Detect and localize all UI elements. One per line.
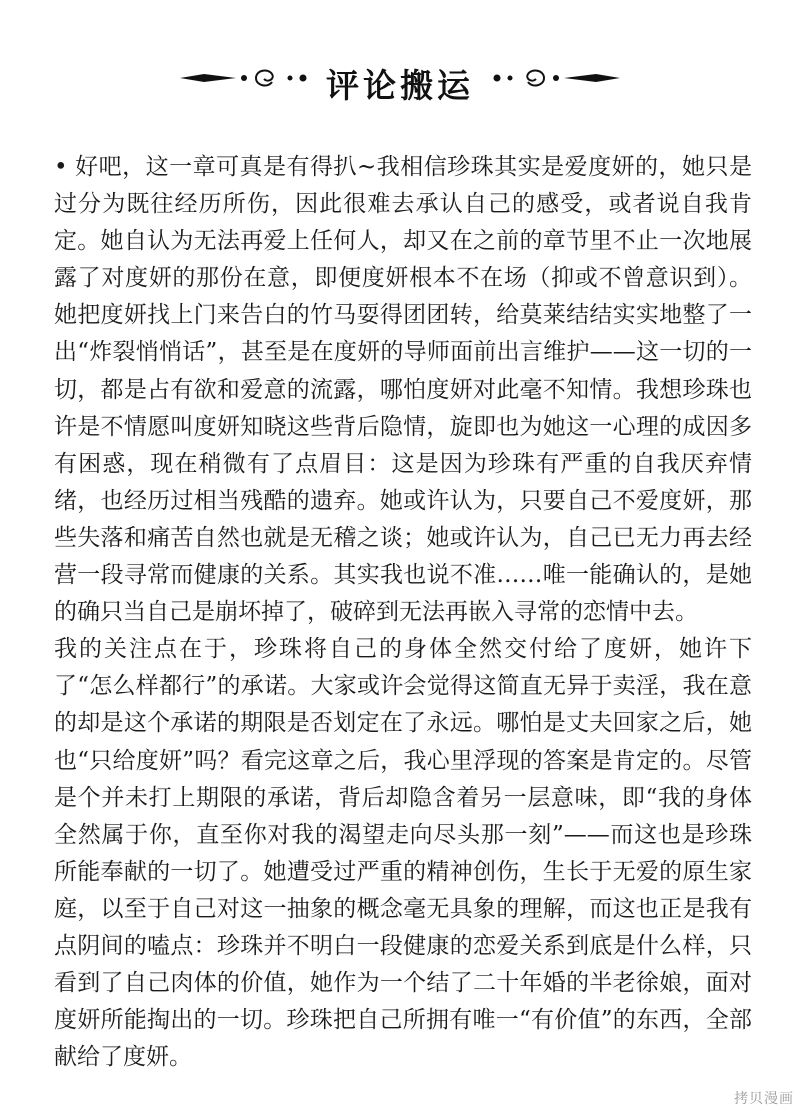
paragraph-1-text: 好吧，这一章可真是有得扒~我相信珍珠其实是爱度妍的，她只是过分为既往经历所伤，因此很难去承认自己的感受，或者说自我肯定。她自认为无法再爱上任何人，却又在之前的章节里不止一次地展露了对度妍的那份在意，即便度妍根本不在场（抑或不曾意识到）。她把度妍找上门来告白的竹马耍得团团转，给莫莱结结实实地整了一出“炸裂悄悄话”，甚至是在度妍的导师面前出言维护——这一切的一切，都是占有欲和爱意的流露，哪怕度妍对此毫不知情。我想珍珠也许是不情愿叫度妍知晓这些背后隐情，旋即也为她这一心理的成因多有困惑，现在稍微有了点眉目：这是因为珍珠有严重的自我厌弃情绪，也经历过相当残酷的遗弃。她或许认为，只要自己不爱度妍，那些失落和痛苦自然也就是无稽之谈；她或许认为，自己已无力再去经营一段寻常而健康的关系。其实我也说不准……唯一能确认的，是她的确只当自己是崩坏掉了，破碎到无法再嵌入寻常的恋情中去。: [54, 154, 752, 626]
paragraph-1: [54, 149, 752, 631]
page-title: 评论搬运: [326, 66, 474, 105]
left-ornament: [180, 71, 307, 86]
bullet-marker: •: [54, 154, 68, 180]
paragraph-2: [54, 631, 752, 1076]
comment-body: [54, 149, 752, 1076]
watermark: 拷贝漫画: [734, 1091, 794, 1107]
right-ornament: [494, 71, 621, 86]
paragraph-2-text: 我的关注点在于，珍珠将自己的身体全然交付给了度妍，她许下了“怎么样都行”的承诺。大家或许会觉得这简直无异于卖淫，我在意的却是这个承诺的期限是否划定在了永远。哪怕是丈夫回家之后，她也“只给度妍”吗？看完这章之后，我心里浮现的答案是肯定的。尽管是个并未打上期限的承诺，背后却隐含着另一层意味，即“我的身体全然属于你，直至你对我的渴望走向尽头那一刻”——而这也是珍珠所能奉献的一切了。她遭受过严重的精神创伤，生长于无爱的原生家庭，以至于自己对这一抽象的概念毫无具象的理解，而这也正是我有点阴间的嗑点：珍珠并不明白一段健康的恋爱关系到底是什么样，只看到了自己肉体的价值，她作为一个结了二十年婚的半老徐娘，面对度妍所能掏出的一切。珍珠把自己所拥有唯一“有价值”的东西，全部献给了度妍。: [54, 636, 752, 1071]
section-header: [0, 58, 800, 108]
